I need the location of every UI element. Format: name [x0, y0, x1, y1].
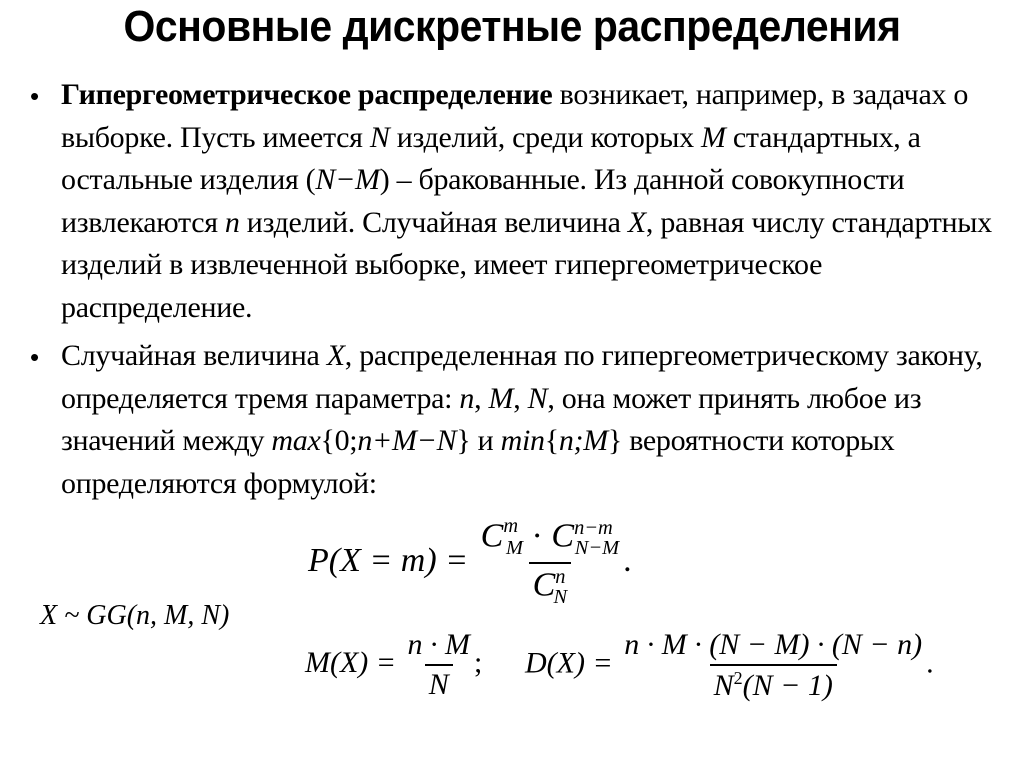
- variance-formula: D(X) = $\frac{n \cdot M \cdot (N - M) \cdot (N - n)}{N^2(N - 1)}$ .: [525, 628, 934, 702]
- slide-title: Основные дискретные распределения: [123, 2, 901, 51]
- bullet-dot-icon: •: [30, 81, 40, 111]
- mean-formula: M(X) = $\frac{n \cdot M}{N}$ ;: [305, 628, 483, 701]
- variance-fraction: $\frac{n \cdot M \cdot (N - M) \cdot (N - n)}{N^2(N - 1)}$: [624, 628, 923, 702]
- probability-formula: P(X = m) = $\frac{C^m_M \cdot C^{n-m}_{N-M}}{C^n_N}$ .: [308, 515, 632, 609]
- distribution-notation: X ~ GG(n, M, N): [40, 600, 230, 631]
- bullet-text: Гипергеометрическое распределение возникает, например, в задачах о выборке. Пусть имеется N изделий, среди которых M стандартных, а остальные изделия (N−M) – бракованные. Из данной совокупности извлекаются n изделий. Случайная величина X, равная числу стандартных изделий в извлеченной выборке, имеет гипергеометрическое распределение.: [61, 78, 992, 324]
- bullet-dot-icon: •: [30, 342, 40, 372]
- probability-fraction: $\frac{C^m_M \cdot C^{n-m}_{N-M}}{C^n_N}$: [480, 515, 620, 609]
- bullet-text: Случайная величина X, распределенная по гипергеометрическому закону, определяется тремя параметра: n, M, N, она может принять любое из значений между max{0;n+M−N} и min{n;M} вероятности которых определяются формулой:: [61, 339, 983, 500]
- mean-fraction: $\frac{n \cdot M}{N}$: [407, 628, 471, 701]
- term-hypergeometric: Гипергеометрическое распределение: [61, 78, 553, 111]
